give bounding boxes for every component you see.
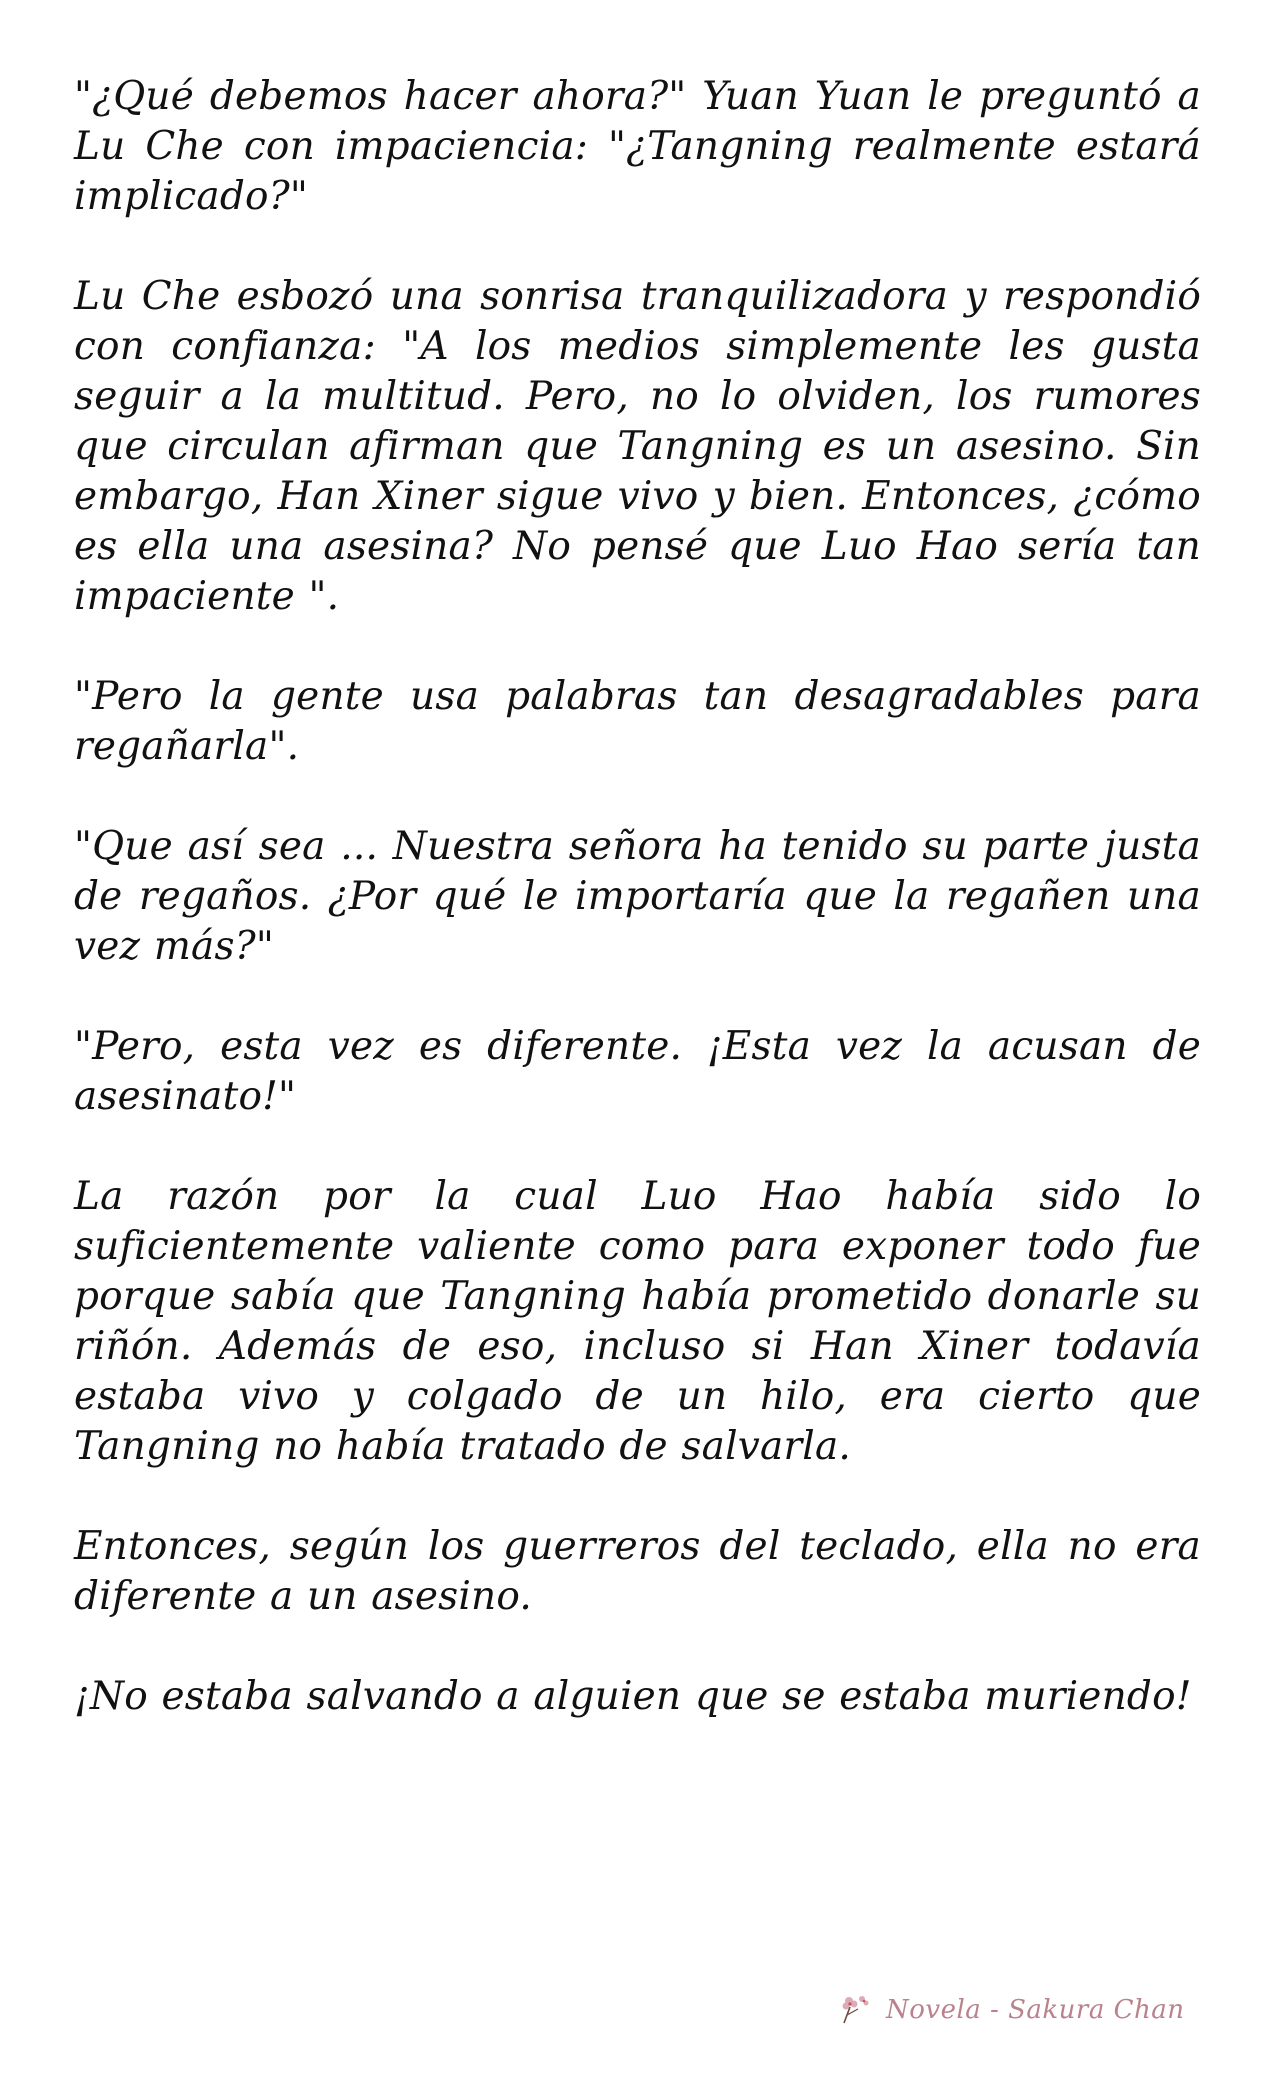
watermark-text: Novela - Sakura Chan bbox=[886, 1995, 1185, 2025]
watermark bbox=[838, 1990, 1185, 2030]
paragraph-7: Entonces, según los guerreros del teclado, ella no era diferente a un asesino. bbox=[74, 1524, 1201, 1619]
paragraph-2: Lu Che esbozó una sonrisa tranquilizadora y respondió con confianza: "A los medios simplemente les gusta seguir a la multitud. Pero, no lo olviden, los rumores que circulan afirman que Tangning es un asesino. Sin embargo, Han Xiner sigue vivo y bien. Entonces, ¿cómo es ella una asesina? No pensé que Luo Hao sería tan impaciente ". bbox=[74, 274, 1201, 619]
cherry-blossom-icon bbox=[838, 1993, 876, 2027]
document-body bbox=[74, 72, 1201, 1772]
paragraph-3: "Pero la gente usa palabras tan desagradables para regañarla". bbox=[74, 674, 1201, 769]
paragraph-1: "¿Qué debemos hacer ahora?" Yuan Yuan le preguntó a Lu Che con impaciencia: "¿Tangning realmente estará implicado?" bbox=[74, 74, 1201, 219]
paragraph-5: "Pero, esta vez es diferente. ¡Esta vez la acusan de asesinato!" bbox=[74, 1024, 1201, 1119]
paragraph-4: "Que así sea ... Nuestra señora ha tenido su parte justa de regaños. ¿Por qué le importaría que la regañen una vez más?" bbox=[74, 824, 1201, 969]
paragraph-8: ¡No estaba salvando a alguien que se estaba muriendo! bbox=[74, 1674, 1192, 1719]
paragraph-6: La razón por la cual Luo Hao había sido lo suficientemente valiente como para exponer todo fue porque sabía que Tangning había prometido donarle su riñón. Además de eso, incluso si Han Xiner todavía estaba vivo y colgado de un hilo, era cierto que Tangning no había tratado de salvarla. bbox=[74, 1174, 1201, 1469]
